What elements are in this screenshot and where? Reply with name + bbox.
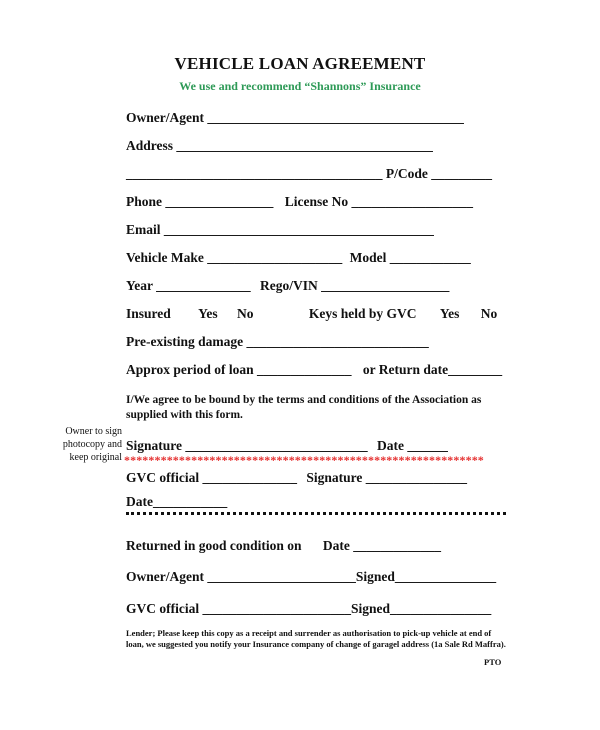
insured-yes-option[interactable]: Yes bbox=[198, 306, 218, 321]
vehicle-make-field[interactable]: Vehicle Make ____________________ bbox=[126, 250, 343, 265]
return-owner-agent-label: Owner/Agent ______________________Signed_______________ bbox=[126, 569, 497, 584]
address-field[interactable] bbox=[126, 138, 433, 154]
keys-no-option[interactable]: No bbox=[480, 306, 498, 321]
returned-condition-row bbox=[126, 538, 441, 554]
gvc-official-row bbox=[126, 470, 467, 486]
insured-label: Insured bbox=[126, 306, 171, 321]
phone-field[interactable]: Phone ________________ bbox=[126, 194, 274, 209]
preexisting-damage-label: Pre-existing damage ___________________________ bbox=[126, 334, 429, 349]
phone-license-row bbox=[126, 194, 473, 210]
return-gvc-official-label: GVC official ______________________Signed_______________ bbox=[126, 601, 492, 616]
returned-condition-label: Returned in good condition on bbox=[126, 538, 302, 553]
keys-yes-option[interactable]: Yes bbox=[439, 306, 460, 321]
signature-date-field[interactable]: Date ______ bbox=[377, 438, 448, 453]
address-label: Address ______________________________________ bbox=[126, 138, 433, 153]
email-field[interactable] bbox=[126, 222, 434, 238]
signature-row bbox=[126, 438, 448, 454]
year-rego-row bbox=[126, 278, 449, 294]
year-field[interactable]: Year ______________ bbox=[126, 278, 251, 293]
returned-date-field[interactable]: Date _____________ bbox=[322, 538, 442, 553]
official-date-field[interactable] bbox=[126, 494, 227, 510]
loan-period-row bbox=[126, 362, 502, 378]
return-owner-agent-field[interactable] bbox=[126, 569, 496, 585]
vehicle-model-row bbox=[126, 250, 471, 266]
keys-held-label: Keys held by GVC bbox=[308, 306, 417, 321]
insurance-recommendation: We use and recommend “Shannons” Insurance bbox=[179, 79, 421, 93]
sign-instruction-note: Owner to sign photocopy and keep original bbox=[62, 426, 122, 463]
dotted-divider bbox=[126, 512, 506, 515]
document-title: VEHICLE LOAN AGREEMENT bbox=[174, 54, 426, 73]
lender-footnote: Lender; Please keep this copy as a receipt and surrender as authorisation to pick-up vehicle at end of loan, we suggested you notify your Insurance company of change of garagel address (1a Sale Rd Maffra). bbox=[126, 628, 506, 649]
postcode-label: ______________________________________ P/Code _________ bbox=[126, 166, 492, 181]
postcode-field[interactable] bbox=[126, 166, 492, 182]
signature-field[interactable]: Signature ___________________________ bbox=[126, 438, 368, 453]
preexisting-damage-field[interactable] bbox=[126, 334, 429, 350]
return-date-field[interactable]: or Return date________ bbox=[362, 362, 503, 377]
return-gvc-official-field[interactable] bbox=[126, 601, 491, 617]
model-field[interactable]: Model ____________ bbox=[349, 250, 471, 265]
red-star-divider: *********************************************************** bbox=[124, 453, 484, 467]
agreement-statement: I/We agree to be bound by the terms and conditions of the Association as supplied with this form. bbox=[126, 394, 482, 421]
official-date-label: Date___________ bbox=[126, 494, 228, 509]
gvc-official-field[interactable]: GVC official ______________ bbox=[126, 470, 297, 485]
official-signature-field[interactable]: Signature _______________ bbox=[306, 470, 468, 485]
owner-agent-field[interactable] bbox=[126, 110, 464, 126]
license-field[interactable]: License No __________________ bbox=[284, 194, 474, 209]
rego-vin-field[interactable]: Rego/VIN ___________________ bbox=[260, 278, 450, 293]
insured-keys-row bbox=[126, 306, 497, 322]
approx-period-field[interactable]: Approx period of loan ______________ bbox=[126, 362, 352, 377]
insured-no-option[interactable]: No bbox=[237, 306, 254, 321]
owner-agent-label: Owner/Agent ______________________________________ bbox=[126, 110, 464, 125]
email-label: Email ________________________________________ bbox=[126, 222, 434, 237]
pto-label: PTO bbox=[484, 657, 502, 667]
